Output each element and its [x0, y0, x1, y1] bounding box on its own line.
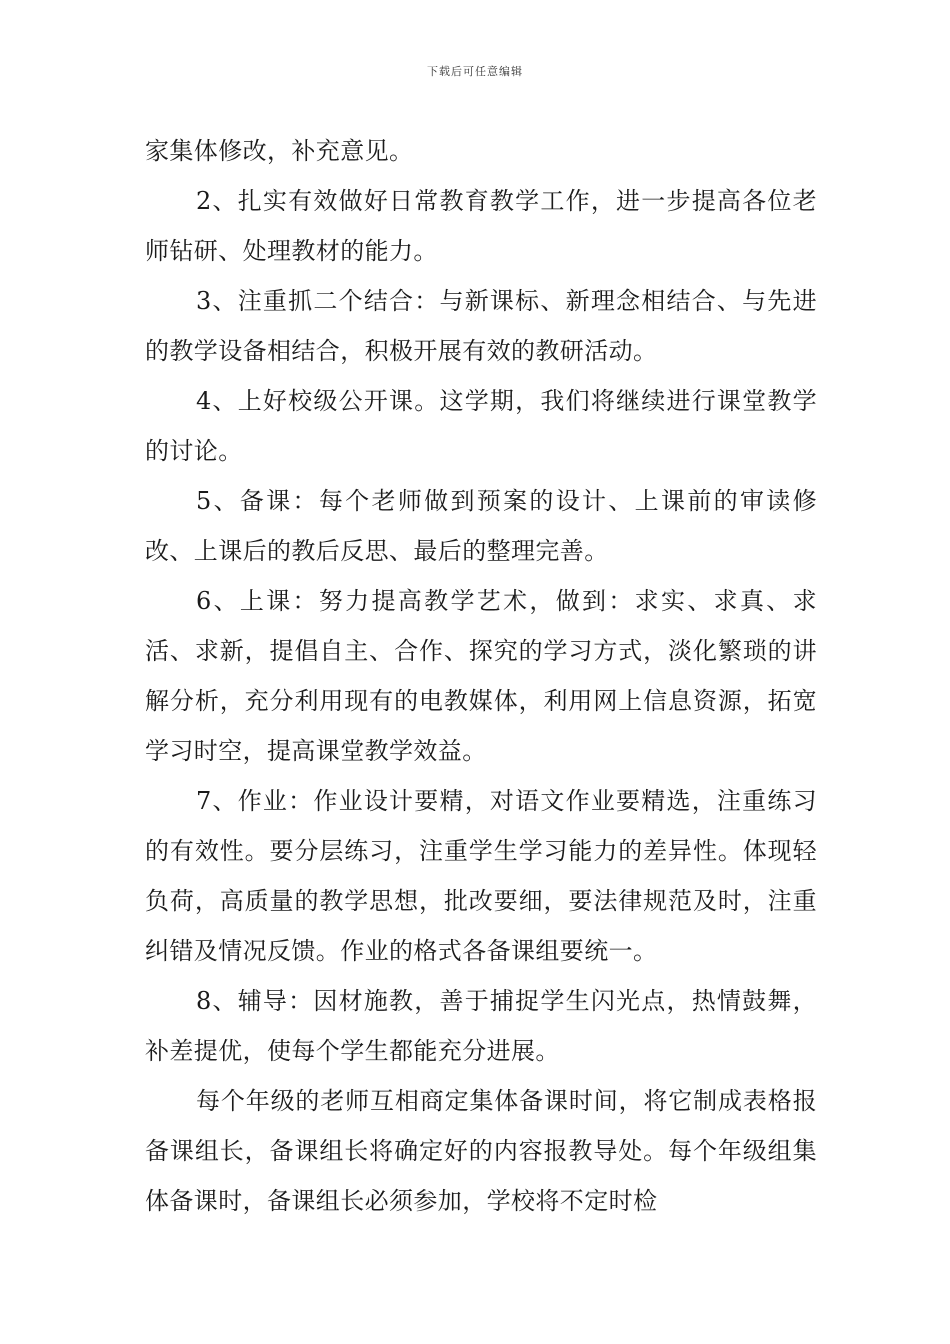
paragraph-item-2: 2、扎实有效做好日常教育教学工作，进一步提高各位老师钻研、处理教材的能力。 — [145, 187, 817, 265]
paragraph-item-5: 5、备课：每个老师做到预案的设计、上课前的审读修改、上课后的教后反思、最后的整理完善。 — [145, 487, 817, 565]
paragraph-continuation: 家集体修改，补充意见。 — [145, 137, 414, 165]
paragraph-item-4: 4、上好校级公开课。这学期，我们将继续进行课堂教学的讨论。 — [145, 387, 817, 465]
paragraph-item-6: 6、上课：努力提高教学艺术，做到：求实、求真、求活、求新，提倡自主、合作、探究的学习方式，淡化繁琐的讲解分析，充分利用现有的电教媒体，利用网上信息资源，拓宽学习时空，提高课堂教学效益。 — [145, 587, 817, 765]
paragraph-item-7: 7、作业：作业设计要精，对语文作业要精选，注重练习的有效性。要分层练习，注重学生学习能力的差异性。体现轻负荷，高质量的教学思想，批改要细，要法律规范及时，注重纠错及情况反馈。作业的格式各备课组要统一。 — [145, 787, 817, 965]
paragraph-closing: 每个年级的老师互相商定集体备课时间，将它制成表格报备课组长，备课组长将确定好的内容报教导处。每个年级组集体备课时，备课组长必须参加，学校将不定时检 — [145, 1087, 817, 1215]
page-header: 下载后可任意编辑 — [427, 65, 523, 78]
document-body — [145, 126, 817, 1226]
paragraph-item-8: 8、辅导：因材施教，善于捕捉学生闪光点，热情鼓舞，补差提优，使每个学生都能充分进展。 — [145, 987, 817, 1065]
paragraph-item-3: 3、注重抓二个结合：与新课标、新理念相结合、与先进的教学设备相结合，积极开展有效的教研活动。 — [145, 287, 817, 365]
